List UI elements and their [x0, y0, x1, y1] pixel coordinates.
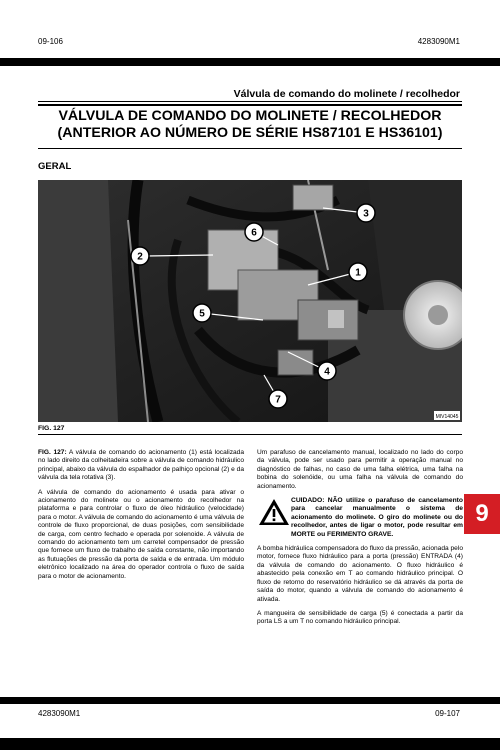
- callout-6: [245, 223, 263, 241]
- paragraph: A bomba hidráulica compensadora do fluxo da pressão, acionada pelo motor, fornece fluxo hidráulico para a porta (pressão) ENTRADA (4) da válvula de comando do acionamento. O fluxo hidráulico é abastecido pela conexão em T ao comando hidráulico principal. O fluxo de retorno do reservatório hidráulico se dá através da porta de saída do motor, quando a válvula de comando do acionamento é ativada.: [257, 545, 463, 603]
- fitting: [328, 310, 344, 328]
- svg-text:3: 3: [363, 208, 369, 220]
- footer-bar: [0, 697, 500, 704]
- figure-photo: [38, 180, 462, 422]
- subheading: GERAL: [38, 161, 72, 172]
- chapter-tab[interactable]: 9: [464, 494, 500, 534]
- frame-left: [38, 180, 118, 422]
- title-underline: [38, 148, 462, 149]
- svg-text:6: 6: [251, 227, 257, 239]
- paragraph: A mangueira de sensibilidade de carga (5) é conectada a partir da porta LS a um T no comando hidráulico principal.: [257, 609, 463, 626]
- callout-5: [193, 304, 211, 322]
- title-rule: [38, 104, 462, 106]
- figure-rule: [38, 434, 462, 435]
- section-rule: [38, 101, 462, 102]
- svg-text:1: 1: [355, 267, 361, 279]
- page-title-line-1: VÁLVULA DE COMANDO DO MOLINETE / RECOLHEDOR: [58, 108, 442, 124]
- callout-1: [349, 263, 367, 281]
- warning-icon: [257, 497, 291, 527]
- page-title-line-2: (ANTERIOR AO NÚMERO DE SÉRIE HS87101 E HS36101): [57, 125, 443, 141]
- right-column: [257, 449, 463, 633]
- paragraph: Um parafuso de cancelamento manual, localizado no lado do corpo da válvula, pode ser usado para permitir a operação manual no diagnóstico de falhas, no caso de uma falha elétrica, uma falha na bobina do solenóide, ou uma falha na válvula de comando do acionamento.: [257, 449, 463, 490]
- svg-text:2: 2: [137, 251, 143, 263]
- header-bar: [0, 58, 500, 66]
- bottom-bar: [0, 738, 500, 750]
- fitting: [293, 185, 333, 210]
- callout-3: [357, 204, 375, 222]
- fitting: [278, 350, 313, 375]
- callout-4: [318, 362, 336, 380]
- figure-reference: FIG. 127:: [38, 449, 67, 456]
- left-column: [38, 449, 244, 587]
- paragraph: FIG. 127: A válvula de comando do acionamento (1) está localizada no lado direito da colheitadeira sobre a válvula de comando hidráulico principal, abaixo da válvula do espalhador de palhiço opcional (2) e da válvula da tela rotativa (3).: [38, 449, 244, 482]
- footer-doc-number: 4283090M1: [38, 709, 81, 718]
- header-doc-number: 4283090M1: [417, 37, 460, 46]
- callout-2: [131, 247, 149, 265]
- section-title: Válvula de comando do molinete / recolhedor: [233, 88, 460, 100]
- svg-text:4: 4: [324, 366, 330, 378]
- caution-text: CUIDADO: NÃO utilize o parafuso de cancelamento para cancelar manualmente o sistema de acionamento do molinete. O giro do molinete ou do recolhedor, antes de ligar o motor, pode resultar em MORTE ou FERIMENTO GRAVE.: [291, 497, 463, 538]
- figure-code: MIV14045: [435, 414, 459, 420]
- svg-text:5: 5: [199, 308, 205, 320]
- callout-7: [269, 390, 287, 408]
- caution-block: [257, 497, 463, 539]
- page-title: [38, 108, 462, 142]
- figure-label: FIG. 127: [38, 425, 65, 432]
- paragraph: A válvula de comando do acionamento é usada para ativar o acionamento do molinete ou o acionamento do recolhedor na plataforma e para controlar o fluxo de óleo hidráulico (velocidade) para o motor. A válvula de comando do acionamento é uma válvula de controle de fluxo proporcional, de duas posições, com sensibilidade de carga, com centro fechado e operada por solenoide. A válvula de comando do acionamento tem um carretel compensador de pressão que fornece um fluxo de trabalho de saída constante, não importando as flutuações de pressão da porta de saída e de entrada. Um módulo eletrônico localizado na área do operador controla o fluxo de saída para o motor de acionamento.: [38, 488, 244, 580]
- header-page-left: 09-106: [38, 37, 63, 46]
- footer-page-number: 09-107: [435, 709, 460, 718]
- svg-text:7: 7: [275, 394, 281, 406]
